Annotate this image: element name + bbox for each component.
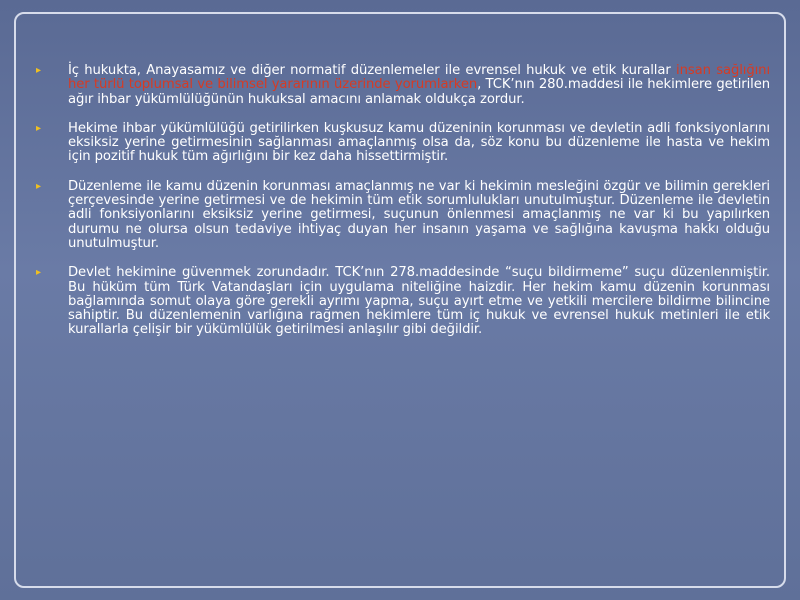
bullet-item-3	[36, 180, 770, 251]
bullet-text: Düzenleme ile kamu düzenin korunması amaçlanmış ne var ki hekimin mesleğini özgür ve bilimin gerekleri çerçevesinde yerine getirmesi ve de hekimin tüm etik sorumlulukları unutulmuştur. Düzenleme ile devletin adli fonksiyonlarını eksiksiz yerine getirmesi, suçunun önlenmesi amaçlanmış ne var ki bu yapılırken durumu ne olursa olsun tedaviye ihtiyaç duyan her insanın yaşama ve sağlığına kavuşma hakkı olduğu unutulmuştur.	[68, 178, 770, 251]
bullet-item-4	[36, 266, 770, 337]
triangle-bullet-icon: ▸	[36, 267, 41, 279]
triangle-bullet-icon: ▸	[36, 122, 41, 134]
bullet-item-1	[36, 64, 770, 107]
triangle-bullet-icon: ▸	[36, 65, 41, 76]
bullet-highlight-text: insan sağlığını her türlü toplumsal ve bilimsel yararının üzerinde yorumlarken	[68, 63, 771, 93]
bullet-text: Hekime ihbar yükümlülüğü getirilirken kuşkusuz kamu düzeninin korunması ve devletin adli fonksiyonlarını eksiksiz yerine getirmesinin sağlanması amaçlanmış olsa da, söz konu bu düzenleme ile hasta ve hekim için pozitif hukuk tüm ağırlığını bir kez daha hissettirmiştir.	[68, 120, 770, 165]
bullet-text-before: İç hukukta, Anayasamız ve diğer normatif düzenlemeler ile evrensel hukuk ve etik kurallar	[68, 63, 677, 78]
triangle-bullet-icon: ▸	[36, 180, 41, 192]
bullet-text-after: , TCK’nın 280.maddesi ile hekimlere getirilen ağır ihbar yükümlülüğünün hukuksal amacını anlamak oldukça zordur.	[68, 77, 770, 107]
bullet-text: Devlet hekimine güvenmek zorundadır. TCK’nın 278.maddesinde “suçu bildirmeme” suçu düzenlenmiştir. Bu hüküm tüm Türk Vatandaşları için uygulama niteliğine haizdir. Her hekim kamu düzenin korunması bağlamında somut olaya göre gerekli ayrımı yapma, suçu ayırt etme ve yetkili mercilere bildirme bilincine sahiptir. Bu düzenlemenin varlığına rağmen hekimlere tüm iç hukuk ve evrensel hukuk metinleri ile etik kurallarla çelişir bir yükümlülük getirilmesi anlaşılır gibi değildir.	[68, 265, 770, 338]
slide-content	[36, 64, 770, 353]
bullet-item-2	[36, 122, 770, 165]
